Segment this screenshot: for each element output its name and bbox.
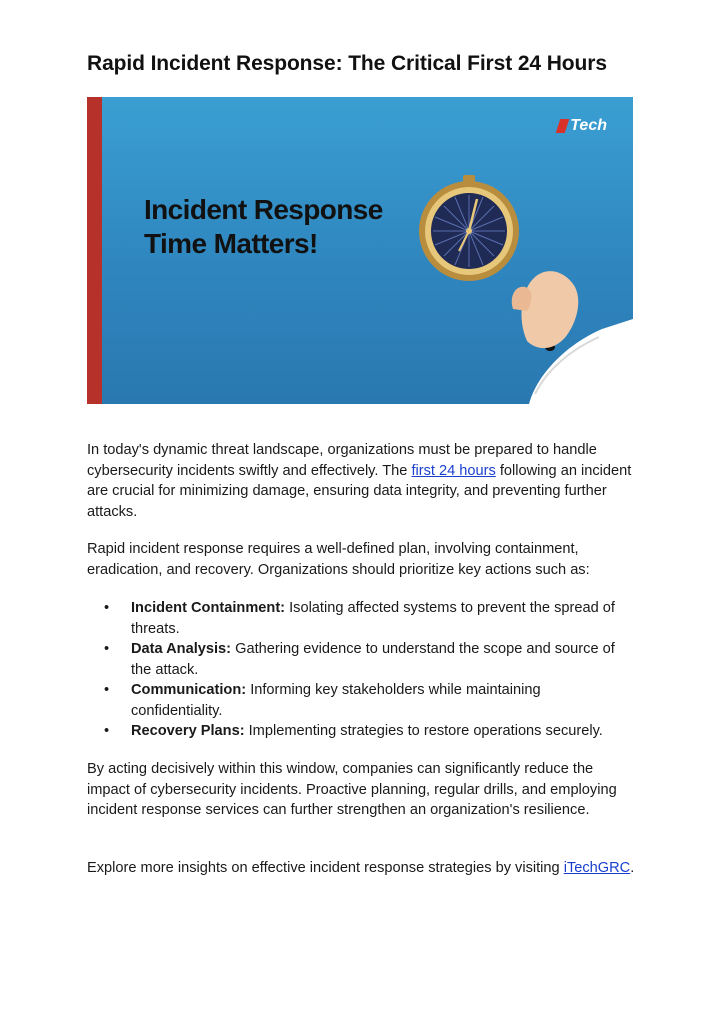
plan-paragraph: Rapid incident response requires a well-defined plan, involving containment, eradication, and recovery. Organizations should prioritize key actions such as:: [87, 541, 590, 578]
stopwatch-crown: [463, 175, 475, 184]
brand-logo-mark: [556, 119, 570, 133]
itechgrc-link[interactable]: iTechGRC: [563, 860, 631, 876]
page-title: Rapid Incident Response: The Critical First 24 Hours: [87, 52, 607, 75]
cta-paragraph: [87, 858, 635, 879]
key-actions-list: [87, 598, 635, 742]
list-item-description: Informing key stakeholders while maintaining confidentiality.: [131, 682, 541, 719]
hero-image: [87, 97, 633, 404]
hero-headline-line-2: Time Matters!: [144, 228, 318, 259]
first-24-hours-link[interactable]: first 24 hours: [411, 462, 496, 479]
list-item-description: Isolating affected systems to prevent the spread of threats.: [131, 600, 615, 637]
bullet-icon: •: [104, 682, 110, 698]
cta-text-before-link: Explore more insights on effective incident response strategies by visiting: [87, 860, 564, 876]
brand-logo-text: Tech: [570, 117, 607, 134]
thumb-shape: [512, 287, 532, 311]
list-item: [87, 598, 635, 639]
hero-accent-band: [87, 97, 102, 404]
list-item: [87, 639, 635, 680]
bullet-icon: •: [104, 641, 110, 657]
bullet-icon: •: [104, 723, 110, 739]
list-item: [87, 680, 635, 721]
bullet-icon: •: [104, 600, 110, 616]
list-item-term: Incident Containment:: [131, 600, 286, 616]
intro-text-after-link: following an incident are crucial for minimizing damage, ensuring data integrity, and preventing further attacks.: [87, 462, 632, 520]
hand-shape: [521, 271, 578, 348]
hero-headline-line-1: Incident Response: [144, 194, 383, 225]
stopwatch-hand-illustration: [417, 169, 633, 404]
list-item-description: Gathering evidence to understand the scope and source of the attack.: [131, 641, 615, 678]
intro-text-before-link: In today's dynamic threat landscape, organizations must be prepared to handle cybersecurity incidents swiftly and effectively. The: [87, 442, 597, 479]
list-item-term: Data Analysis:: [131, 641, 232, 657]
brand-logo: [558, 117, 607, 135]
hero-headline: [144, 193, 383, 261]
list-item-description: Implementing strategies to restore operations securely.: [244, 723, 603, 739]
cta-text-after-link: .: [630, 860, 635, 876]
list-item: [87, 721, 635, 742]
list-item-term: Recovery Plans:: [131, 723, 245, 739]
list-item-term: Communication:: [131, 682, 247, 698]
conclusion-paragraph: By acting decisively within this window, companies can significantly reduce the impact of cybersecurity incidents. Proactive planning, regular drills, and employing incident response services can further strengthen an organization's resilience.: [87, 761, 617, 818]
intro-paragraph: [87, 440, 635, 522]
